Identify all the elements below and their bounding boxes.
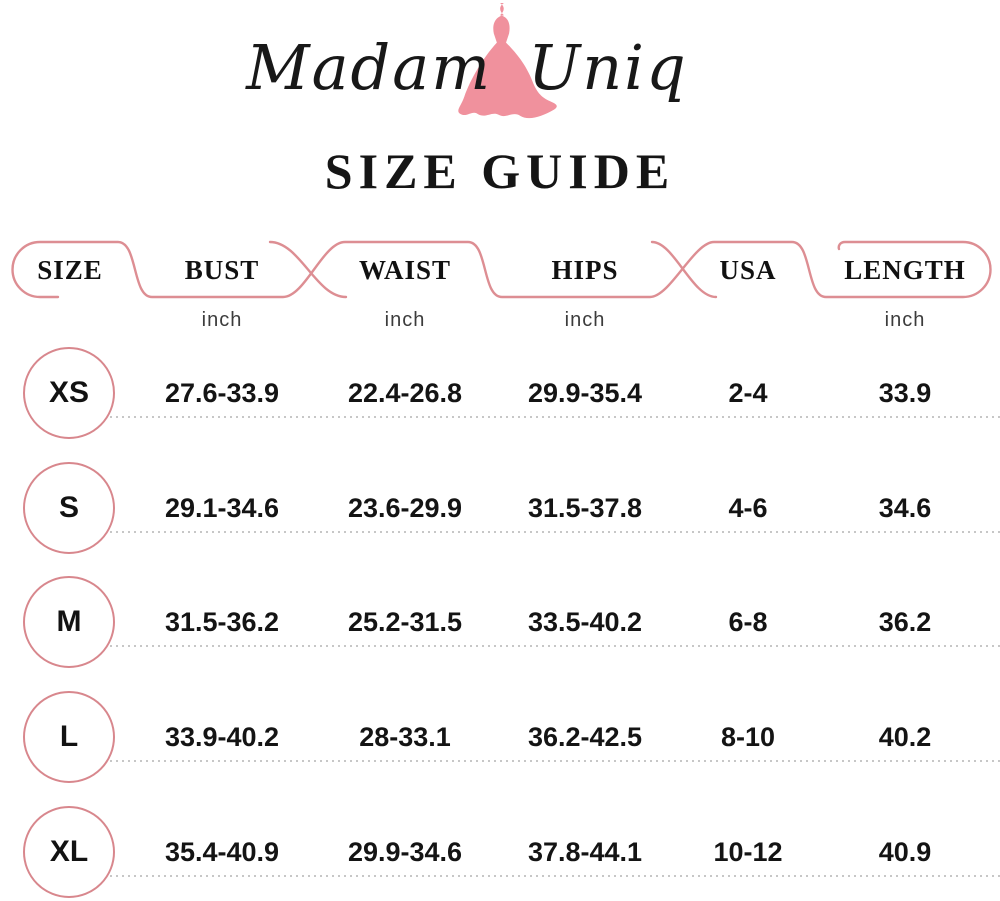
cell-length: 40.9 [878,837,932,867]
cell-waist: 22.4-26.8 [347,378,463,408]
column-header-size: SIZE [37,255,103,285]
table-row [0,462,1000,554]
brand-word-second: Uniq [528,31,688,104]
cell-usa: 4-6 [728,493,768,523]
cell-usa: 6-8 [728,607,768,637]
cell-length: 40.2 [878,722,932,752]
table-row [0,691,1000,783]
unit-label-hips: inch [564,309,606,331]
unit-label-length: inch [884,309,926,331]
column-header-length: LENGTH [844,255,966,285]
cell-usa: 10-12 [713,837,783,867]
column-header-hips: HIPS [551,255,619,285]
brand-word-first: Madam [246,31,492,104]
column-header-waist: WAIST [358,255,452,285]
cell-hips: 29.9-35.4 [527,378,643,408]
cell-hips: 37.8-44.1 [527,837,643,867]
cell-length: 33.9 [878,378,932,408]
cell-waist: 29.9-34.6 [347,837,463,867]
cell-usa: 8-10 [720,722,776,752]
unit-label-waist: inch [384,309,426,331]
cell-hips: 36.2-42.5 [527,722,643,752]
unit-label-bust: inch [201,309,243,331]
cell-length: 34.6 [878,493,932,523]
table-row [0,576,1000,668]
size-badge: XL [23,806,115,898]
table-row [0,347,1000,439]
size-badge: XS [23,347,115,439]
column-header-usa: USA [719,255,777,285]
cell-bust: 27.6-33.9 [164,378,280,408]
cell-bust: 29.1-34.6 [164,493,280,523]
cell-hips: 33.5-40.2 [527,607,643,637]
size-badge: M [23,576,115,668]
cell-hips: 31.5-37.8 [527,493,643,523]
brand-logo [0,0,1000,135]
size-badge: S [23,462,115,554]
cell-waist: 25.2-31.5 [347,607,463,637]
cell-bust: 31.5-36.2 [164,607,280,637]
size-badge: L [23,691,115,783]
table-row [0,806,1000,898]
cell-waist: 23.6-29.9 [347,493,463,523]
cell-bust: 33.9-40.2 [164,722,280,752]
cell-usa: 2-4 [728,378,768,408]
cell-waist: 28-33.1 [359,722,451,752]
page-title: SIZE GUIDE [324,143,676,199]
cell-bust: 35.4-40.9 [164,837,280,867]
column-header-bust: BUST [184,255,260,285]
cell-length: 36.2 [878,607,932,637]
